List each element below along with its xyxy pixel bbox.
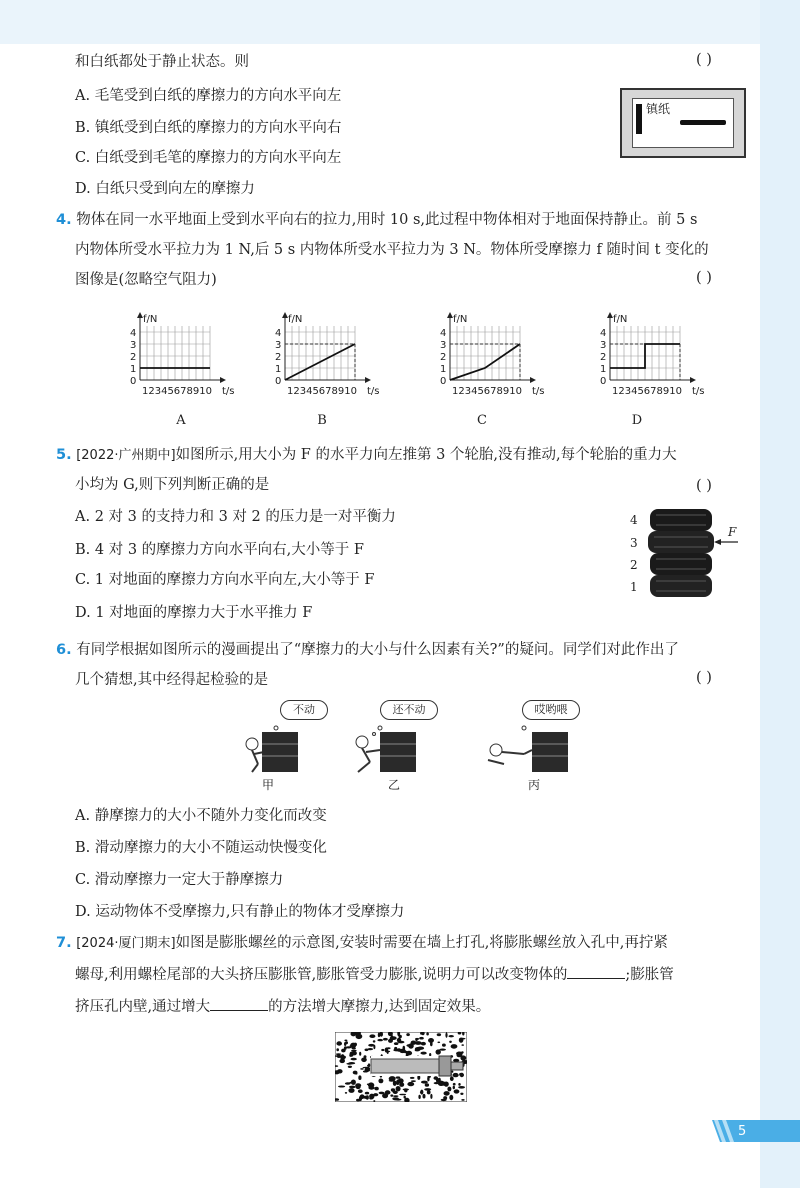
wall-speckle bbox=[454, 1089, 460, 1093]
comic-figure-jia bbox=[238, 720, 348, 774]
comic-panel-jia bbox=[238, 700, 348, 792]
wall-speckle bbox=[381, 1049, 384, 1051]
wall-speckle bbox=[352, 1051, 357, 1055]
wall-speckle bbox=[369, 1034, 375, 1038]
page-number: 5 bbox=[738, 1124, 747, 1139]
wall-speckle bbox=[396, 1086, 401, 1091]
origin-label: 0 bbox=[275, 376, 282, 387]
graph-caption-c: C bbox=[477, 413, 487, 428]
wall-speckle bbox=[461, 1044, 464, 1046]
wall-speckle bbox=[344, 1042, 346, 1046]
caption-jia: 甲 bbox=[262, 778, 275, 792]
caption-bing: 丙 bbox=[528, 778, 541, 792]
wall-speckle bbox=[410, 1077, 415, 1079]
wall-speckle bbox=[336, 1048, 339, 1051]
wall-speckle bbox=[365, 1092, 369, 1095]
wall-speckle bbox=[345, 1082, 351, 1084]
wall-speckle bbox=[453, 1073, 459, 1077]
comic-figure-yi bbox=[350, 720, 460, 774]
wall-speckle bbox=[355, 1073, 358, 1075]
y-tick-label: 4 bbox=[600, 328, 607, 339]
wall-speckle bbox=[399, 1094, 406, 1096]
wall-speckle bbox=[363, 1067, 370, 1069]
wall-speckle bbox=[351, 1080, 356, 1085]
force-label: F bbox=[728, 525, 737, 539]
wall-speckle bbox=[379, 1092, 385, 1095]
q5-number: 5. bbox=[56, 447, 72, 463]
wall-speckle bbox=[394, 1047, 397, 1050]
wall-speckle bbox=[417, 1047, 424, 1050]
wall-speckle bbox=[449, 1041, 452, 1043]
wall-speckle bbox=[364, 1055, 367, 1058]
graph-caption-d: D bbox=[631, 413, 643, 428]
x-axis-label: t/s bbox=[367, 386, 380, 397]
q5-option-c: C. 1 对地面的摩擦力方向水平向左,大小等于 F bbox=[75, 572, 375, 588]
q3-option-d: D. 白纸只受到向左的摩擦力 bbox=[75, 181, 255, 197]
origin-label: 0 bbox=[600, 376, 607, 387]
wall-speckle bbox=[406, 1033, 410, 1036]
wall-speckle bbox=[449, 1035, 454, 1037]
q5-option-d: D. 1 对地面的摩擦力大于水平推力 F bbox=[75, 605, 313, 621]
brush-stroke bbox=[680, 120, 726, 125]
q6-answer-paren: ( ) bbox=[696, 670, 712, 686]
wall-speckle bbox=[450, 1076, 454, 1081]
y-tick-label: 4 bbox=[130, 328, 137, 339]
wall-speckle bbox=[359, 1052, 361, 1056]
origin-label: 0 bbox=[130, 376, 137, 387]
wall-speckle bbox=[438, 1081, 445, 1086]
wall-speckle bbox=[360, 1068, 364, 1070]
q7-expansion-bolt-figure bbox=[335, 1032, 467, 1102]
graph-caption-a: A bbox=[176, 413, 186, 428]
wall-speckle bbox=[358, 1089, 363, 1093]
wall-speckle bbox=[337, 1054, 340, 1058]
wall-speckle bbox=[399, 1082, 404, 1087]
wall-speckle bbox=[458, 1086, 465, 1089]
q5-source: [2022·广州期中] bbox=[76, 448, 176, 463]
y-tick-label: 3 bbox=[440, 340, 447, 351]
wall-speckle bbox=[348, 1066, 352, 1068]
y-tick-label: 1 bbox=[275, 364, 282, 375]
speech-bubble-jia: 不动 bbox=[280, 700, 328, 720]
wall-speckle bbox=[368, 1086, 374, 1090]
y-axis-label: f/N bbox=[288, 314, 303, 325]
y-tick-label: 3 bbox=[130, 340, 137, 351]
q4-number: 4. bbox=[56, 212, 72, 228]
wall-speckle bbox=[368, 1044, 374, 1047]
x-tick-labels: 12345678910 bbox=[142, 386, 212, 397]
q4-line-3: 图像是(忽略空气阻力) bbox=[75, 272, 217, 288]
wall-speckle bbox=[415, 1042, 417, 1044]
wall-speckle bbox=[424, 1088, 431, 1091]
wall-speckle bbox=[385, 1090, 391, 1094]
wall-speckle bbox=[390, 1094, 393, 1096]
wall-speckle bbox=[453, 1086, 455, 1089]
graph-caption-b: B bbox=[317, 413, 327, 428]
q5-line-2: 小均为 G,则下列判断正确的是 bbox=[75, 477, 270, 493]
q7-source: [2024·厦门期末] bbox=[76, 936, 176, 951]
wall-speckle bbox=[360, 1094, 365, 1099]
q6-line-2: 几个猜想,其中经得起检验的是 bbox=[75, 672, 269, 688]
y-tick-label: 4 bbox=[275, 328, 282, 339]
q6-number: 6. bbox=[56, 642, 72, 658]
wall-speckle bbox=[427, 1090, 431, 1094]
wall-speckle bbox=[460, 1073, 464, 1077]
x-axis-label: t/s bbox=[532, 386, 545, 397]
x-tick-labels: 12345678910 bbox=[287, 386, 357, 397]
speech-bubble-yi: 还不动 bbox=[380, 700, 438, 720]
tire-label-2: 2 bbox=[630, 558, 638, 572]
q3-paperweight-figure bbox=[620, 88, 746, 158]
wall-speckle bbox=[418, 1095, 420, 1099]
y-tick-label: 3 bbox=[600, 340, 607, 351]
answer-blank-1[interactable] bbox=[567, 964, 625, 979]
q6-option-d: D. 运动物体不受摩擦力,只有静止的物体才受摩擦力 bbox=[75, 904, 405, 920]
q3-tail: 和白纸都处于静止状态。则 bbox=[75, 54, 249, 70]
wall-speckle bbox=[411, 1080, 416, 1082]
x-axis-arrow bbox=[365, 377, 371, 383]
x-axis-label: t/s bbox=[692, 386, 705, 397]
q3-option-c: C. 白纸受到毛笔的摩擦力的方向水平向左 bbox=[75, 150, 342, 166]
paperweight bbox=[636, 104, 642, 134]
q4-line-2: 内物体所受水平拉力为 1 N,后 5 s 内物体所受水平拉力为 3 N。物体所受摩擦力 f 随时间 t 变化的 bbox=[75, 242, 709, 258]
wall-speckle bbox=[344, 1040, 347, 1042]
wall-speckle bbox=[392, 1091, 396, 1093]
wall-speckle bbox=[421, 1052, 427, 1055]
wall-speckle bbox=[394, 1042, 399, 1045]
wall-speckle bbox=[404, 1088, 407, 1092]
x-axis-arrow bbox=[690, 377, 696, 383]
wall-speckle bbox=[373, 1040, 376, 1042]
wall-speckle bbox=[365, 1049, 369, 1052]
wall-speckle bbox=[437, 1042, 440, 1044]
wall-speckle bbox=[355, 1083, 361, 1087]
origin-label: 0 bbox=[440, 376, 447, 387]
speech-bubble-bing: 哎哟喂 bbox=[522, 700, 580, 720]
y-tick-label: 3 bbox=[275, 340, 282, 351]
wall-speckle bbox=[396, 1076, 401, 1078]
y-tick-label: 1 bbox=[440, 364, 447, 375]
y-axis-label: f/N bbox=[143, 314, 158, 325]
wall-speckle bbox=[460, 1093, 463, 1095]
wall-speckle bbox=[367, 1065, 369, 1067]
wall-speckle bbox=[385, 1051, 390, 1053]
wall-speckle bbox=[397, 1038, 401, 1043]
wall-speckle bbox=[383, 1038, 388, 1041]
wall-speckle bbox=[458, 1083, 460, 1086]
q5-answer-paren: ( ) bbox=[696, 478, 712, 494]
wall-speckle bbox=[393, 1095, 398, 1097]
wall-speckle bbox=[378, 1079, 383, 1084]
wall-speckle bbox=[338, 1086, 345, 1088]
wall-speckle bbox=[451, 1044, 458, 1049]
q3-answer-paren: ( ) bbox=[696, 52, 712, 68]
wall-speckle bbox=[461, 1099, 464, 1101]
wall-speckle bbox=[358, 1075, 361, 1080]
wall-speckle bbox=[373, 1100, 375, 1102]
q5-option-a: A. 2 对 3 的支持力和 3 对 2 的压力是一对平衡力 bbox=[75, 509, 396, 525]
q6-line-1: 6. 有同学根据如图所示的漫画提出了“摩擦力的大小与什么因素有关?”的疑问。同学们对此作出了 bbox=[56, 642, 679, 658]
x-axis-label: t/s bbox=[222, 386, 235, 397]
wall-speckle bbox=[443, 1096, 447, 1100]
page-margin-strip bbox=[760, 0, 800, 1188]
q6-option-a: A. 静摩擦力的大小不随外力变化而改变 bbox=[75, 808, 327, 824]
wall-speckle bbox=[336, 1041, 342, 1045]
wall-speckle bbox=[415, 1038, 417, 1041]
y-tick-label: 1 bbox=[130, 364, 137, 375]
x-axis-arrow bbox=[220, 377, 226, 383]
wall-speckle bbox=[444, 1091, 450, 1096]
tire-label-4: 4 bbox=[630, 513, 638, 527]
wall-speckle bbox=[445, 1032, 447, 1037]
wall-speckle bbox=[377, 1039, 383, 1041]
wall-speckle bbox=[407, 1082, 414, 1086]
answer-blank-2[interactable] bbox=[210, 996, 268, 1011]
wall-speckle bbox=[428, 1038, 434, 1043]
y-tick-label: 2 bbox=[440, 352, 447, 363]
tire-label-1: 1 bbox=[630, 580, 638, 594]
q7-line-2: 螺母,利用螺栓尾部的大头挤压膨胀管,膨胀管受力膨胀,说明力可以改变物体的 ;膨胀管 bbox=[75, 964, 674, 985]
tire-stack bbox=[642, 505, 742, 601]
wall-speckle bbox=[434, 1076, 439, 1080]
q6-option-c: C. 滑动摩擦力一定大于静摩擦力 bbox=[75, 872, 284, 888]
x-axis-arrow bbox=[530, 377, 536, 383]
wall-speckle bbox=[442, 1044, 446, 1047]
wall-speckle bbox=[344, 1046, 347, 1050]
x-tick-labels: 12345678910 bbox=[452, 386, 522, 397]
q7-number: 7. bbox=[56, 935, 72, 951]
wall-speckle bbox=[395, 1099, 402, 1101]
wall-speckle bbox=[427, 1076, 429, 1081]
wall-speckle bbox=[426, 1033, 429, 1036]
wall-speckle bbox=[459, 1038, 464, 1043]
wall-speckle bbox=[461, 1051, 464, 1053]
comic-figure-bing bbox=[484, 720, 594, 774]
wall-speckle bbox=[351, 1050, 357, 1052]
wall-speckle bbox=[420, 1091, 423, 1093]
y-axis-label: f/N bbox=[613, 314, 628, 325]
y-tick-label: 4 bbox=[440, 328, 447, 339]
q5-tire-stack-figure bbox=[630, 505, 750, 605]
q7-line-1: 7. [2024·厦门期末]如图是膨胀螺丝的示意图,安装时需要在墙上打孔,将膨胀螺丝放入孔中,再拧紧 bbox=[56, 935, 668, 951]
wall-speckle bbox=[367, 1084, 370, 1086]
q3-option-a: A. 毛笔受到白纸的摩擦力的方向水平向左 bbox=[75, 88, 342, 104]
tire-label-3: 3 bbox=[630, 536, 638, 550]
q4-graphs bbox=[100, 300, 720, 408]
y-tick-label: 1 bbox=[600, 364, 607, 375]
y-tick-label: 2 bbox=[275, 352, 282, 363]
wall-speckle bbox=[369, 1097, 373, 1099]
wall-speckle bbox=[437, 1033, 441, 1036]
wall-speckle bbox=[351, 1058, 357, 1061]
q6-option-b: B. 滑动摩擦力的大小不随运动快慢变化 bbox=[75, 840, 327, 856]
wall-speckle bbox=[399, 1049, 406, 1053]
comic-panel-yi bbox=[350, 700, 460, 792]
q4-line-1: 4. 物体在同一水平地面上受到水平向右的拉力,用时 10 s,此过程中物体相对于地面保持静止。前 5 s bbox=[56, 212, 698, 228]
paperweight-label: 镇纸 bbox=[646, 102, 671, 116]
caption-yi: 乙 bbox=[388, 778, 401, 792]
wall-speckle bbox=[419, 1037, 424, 1040]
page-number-tab bbox=[712, 1120, 800, 1142]
wall-speckle bbox=[430, 1094, 432, 1099]
q5-option-b: B. 4 对 3 的摩擦力方向水平向右,大小等于 F bbox=[75, 542, 364, 558]
wall-speckle bbox=[406, 1051, 412, 1056]
wall-speckle bbox=[348, 1088, 354, 1093]
wall-speckle bbox=[389, 1080, 395, 1082]
wall-speckle bbox=[396, 1080, 399, 1086]
y-tick-label: 2 bbox=[130, 352, 137, 363]
q3-option-b: B. 镇纸受到白纸的摩擦力的方向水平向右 bbox=[75, 120, 342, 136]
wall-speckle bbox=[374, 1087, 378, 1091]
x-tick-labels: 12345678910 bbox=[612, 386, 682, 397]
y-tick-label: 2 bbox=[600, 352, 607, 363]
wall-speckle bbox=[421, 1081, 428, 1084]
wall-speckle bbox=[449, 1095, 453, 1100]
wall-speckle bbox=[425, 1083, 429, 1087]
q4-answer-paren: ( ) bbox=[696, 270, 712, 286]
wall-speckle bbox=[346, 1063, 352, 1065]
wall-speckle bbox=[349, 1086, 356, 1089]
wall-speckle bbox=[361, 1058, 367, 1063]
y-axis-label: f/N bbox=[453, 314, 468, 325]
wall-speckle bbox=[439, 1049, 446, 1051]
q5-line-1: 5. [2022·广州期中]如图所示,用大小为 F 的水平力向左推第 3 个轮胎,没有推动,每个轮胎的重力大 bbox=[56, 447, 677, 463]
q7-line-3: 挤压孔内壁,通过增大 的方法增大摩擦力,达到固定效果。 bbox=[75, 996, 490, 1017]
wall-speckle bbox=[453, 1083, 456, 1086]
wall-speckle bbox=[447, 1087, 451, 1092]
comic-panel-bing bbox=[484, 700, 594, 792]
wall-speckle bbox=[345, 1092, 347, 1094]
wall-speckle bbox=[365, 1068, 371, 1072]
wall-speckle bbox=[408, 1043, 414, 1048]
wall-speckle bbox=[423, 1094, 426, 1099]
wall-speckle bbox=[404, 1096, 406, 1099]
wall-speckle bbox=[457, 1054, 463, 1058]
wall-speckle bbox=[350, 1043, 356, 1048]
